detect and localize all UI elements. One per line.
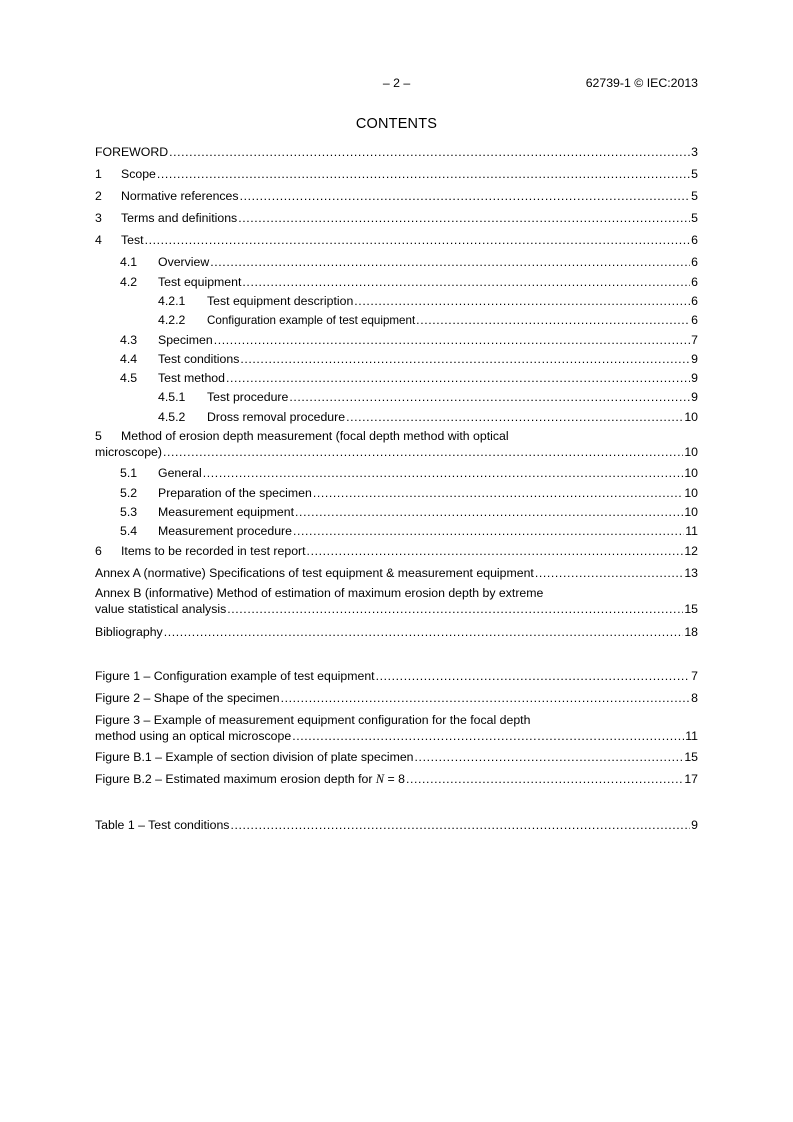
- toc-leader: [307, 544, 684, 559]
- toc-leader: [238, 211, 690, 226]
- toc-label: value statistical analysis: [95, 602, 227, 616]
- toc-number: 4.2: [120, 275, 138, 289]
- toc-page: 10: [684, 445, 698, 459]
- toc-leader: [415, 750, 684, 765]
- figure-label-text: = 8: [384, 772, 405, 786]
- list-of-figures-entry-line1[interactable]: [95, 713, 698, 728]
- list-of-figures-entry[interactable]: [95, 729, 698, 744]
- toc-leader: [354, 294, 690, 309]
- toc-leader: [289, 390, 690, 405]
- toc-label: Bibliography: [95, 625, 163, 639]
- toc-entry-test[interactable]: [95, 233, 698, 248]
- toc-label: Test procedure: [207, 390, 289, 404]
- toc-leader: [292, 729, 684, 744]
- toc-leader: [163, 445, 683, 460]
- figure-page: 11: [685, 729, 698, 743]
- toc-leader: [406, 772, 683, 787]
- list-of-figures-entry[interactable]: [95, 750, 698, 765]
- toc-page: 12: [684, 544, 698, 558]
- toc-page: 9: [691, 352, 698, 366]
- toc-page: 9: [691, 371, 698, 385]
- toc-leader: [230, 818, 690, 833]
- toc-leader: [416, 313, 690, 328]
- toc-leader: [281, 691, 691, 706]
- toc-entry-configuration-example[interactable]: [95, 313, 698, 328]
- toc-page: 6: [691, 233, 698, 247]
- toc-entry-test-procedure[interactable]: [95, 390, 698, 405]
- toc-leader: [214, 333, 690, 348]
- toc-entry-measurement-equipment[interactable]: [95, 505, 698, 520]
- toc-number: 4: [95, 233, 102, 247]
- toc-page: 6: [691, 294, 698, 308]
- toc-page: 6: [691, 275, 698, 289]
- toc-entry-preparation-specimen[interactable]: [95, 486, 698, 501]
- page-number: – 2 –: [382, 76, 411, 90]
- toc-page: 9: [691, 390, 698, 404]
- toc-label: Test conditions: [158, 352, 240, 366]
- toc-number: 5.3: [120, 505, 138, 519]
- toc-number: 4.5: [120, 371, 138, 385]
- toc-number: 4.2.1: [158, 294, 186, 308]
- toc-leader: [313, 486, 684, 501]
- toc-number: 4.1: [120, 255, 138, 269]
- toc-label: Method of erosion depth measurement (focal depth method with optical: [121, 429, 509, 443]
- toc-number: 3: [95, 211, 102, 225]
- toc-label: Test: [121, 233, 144, 247]
- toc-number: 4.4: [120, 352, 138, 366]
- toc-label: Dross removal procedure: [207, 410, 346, 424]
- toc-page: 18: [684, 625, 698, 639]
- toc-number: 2: [95, 189, 102, 203]
- toc-label: General: [158, 466, 202, 480]
- figure-page: 17: [684, 772, 698, 786]
- toc-label: Preparation of the specimen: [158, 486, 312, 500]
- toc-page: 10: [684, 466, 698, 480]
- table-page: 9: [691, 818, 698, 832]
- toc-entry-annex-a[interactable]: [95, 566, 698, 581]
- toc-entry-terms-definitions[interactable]: [95, 211, 698, 226]
- toc-entry-erosion-depth[interactable]: [95, 445, 698, 460]
- toc-page: 10: [684, 505, 698, 519]
- toc-entry-erosion-depth-line1[interactable]: [95, 429, 698, 444]
- toc-entry-annex-b[interactable]: [95, 602, 698, 617]
- toc-page: 10: [684, 410, 698, 424]
- toc-page: 15: [684, 602, 698, 616]
- toc-entry-scope[interactable]: [95, 167, 698, 182]
- toc-label: Measurement equipment: [158, 505, 295, 519]
- toc-number: 5: [95, 429, 102, 443]
- toc-entry-items-recorded[interactable]: [95, 544, 698, 559]
- toc-page: 3: [691, 145, 698, 159]
- toc-label: Scope: [121, 167, 156, 181]
- toc-page: 11: [685, 524, 698, 538]
- toc-label: Configuration example of test equipment: [207, 314, 416, 327]
- figure-label: method using an optical microscope: [95, 729, 292, 743]
- toc-number: 4.2.2: [158, 313, 186, 327]
- toc-label: Specimen: [158, 333, 213, 347]
- page-header: [95, 76, 698, 92]
- toc-label: Test method: [158, 371, 225, 385]
- toc-number: 1: [95, 167, 102, 181]
- toc-leader: [169, 145, 690, 160]
- toc-label: Items to be recorded in test report: [121, 544, 306, 558]
- toc-entry-foreword[interactable]: [95, 145, 698, 160]
- figure-label: Figure 1 – Configuration example of test equipment: [95, 669, 375, 683]
- toc-label: Test equipment description: [207, 294, 354, 308]
- toc-page: 7: [691, 333, 698, 347]
- toc-entry-test-conditions[interactable]: [95, 352, 698, 367]
- figure-label-variable: N: [375, 772, 385, 786]
- figure-page: 7: [691, 669, 698, 683]
- toc-label: FOREWORD: [95, 145, 169, 159]
- toc-number: 4.5.2: [158, 410, 186, 424]
- toc-leader: [227, 602, 683, 617]
- toc-label: Annex B (informative) Method of estimation of maximum erosion depth by extreme: [95, 586, 544, 600]
- toc-leader: [203, 466, 684, 481]
- toc-label: Measurement procedure: [158, 524, 292, 538]
- toc-label: Normative references: [121, 189, 239, 203]
- list-of-figures-entry[interactable]: [95, 669, 698, 684]
- figure-label: Figure 3 – Example of measurement equipment configuration for the focal depth: [95, 713, 531, 727]
- toc-number: 6: [95, 544, 102, 558]
- contents-title: CONTENTS: [355, 116, 438, 132]
- toc-label: Annex A (normative) Specifications of test equipment & measurement equipment: [95, 566, 534, 580]
- toc-leader: [293, 524, 684, 539]
- toc-number: 4.3: [120, 333, 138, 347]
- figure-page: 8: [691, 691, 698, 705]
- toc-number: 4.5.1: [158, 390, 186, 404]
- figure-page: 15: [684, 750, 698, 764]
- toc-number: 5.4: [120, 524, 138, 538]
- toc-leader: [157, 167, 690, 182]
- toc-page: 10: [684, 486, 698, 500]
- toc-label: microscope): [95, 445, 162, 459]
- toc-page: 5: [691, 167, 698, 181]
- toc-label: Test equipment: [158, 275, 242, 289]
- toc-entry-test-equipment[interactable]: [95, 275, 698, 290]
- toc-number: 5.2: [120, 486, 138, 500]
- figure-label: [95, 772, 405, 787]
- toc-leader: [240, 352, 690, 367]
- toc-leader: [295, 505, 683, 520]
- toc-page: 5: [691, 211, 698, 225]
- toc-entry-bibliography[interactable]: [95, 625, 698, 640]
- toc-leader: [164, 625, 684, 640]
- toc-leader: [346, 410, 683, 425]
- toc-label: Terms and definitions: [121, 211, 238, 225]
- toc-page: 5: [691, 189, 698, 203]
- toc-leader: [376, 669, 691, 684]
- toc-page: 6: [691, 313, 698, 327]
- figure-label: Figure B.1 – Example of section division of plate specimen: [95, 750, 414, 764]
- toc-entry-dross-removal[interactable]: [95, 410, 698, 425]
- toc-entry-test-method[interactable]: [95, 371, 698, 386]
- list-of-figures-entry[interactable]: [95, 772, 698, 787]
- toc-leader: [145, 233, 691, 248]
- toc-leader: [535, 566, 683, 581]
- toc-page: 13: [684, 566, 698, 580]
- toc-leader: [226, 371, 690, 386]
- list-of-figures-entry[interactable]: [95, 691, 698, 706]
- toc-leader: [242, 275, 690, 290]
- toc-entry-annex-b-line1[interactable]: [95, 586, 698, 601]
- toc-entry-normative-references[interactable]: [95, 189, 698, 204]
- list-of-tables-entry[interactable]: [95, 818, 698, 833]
- toc-label: Overview: [158, 255, 210, 269]
- toc-number: 5.1: [120, 466, 138, 480]
- toc-entry-specimen[interactable]: [95, 333, 698, 348]
- toc-entry-test-equipment-description[interactable]: [95, 294, 698, 309]
- figure-label-text: Figure B.2 – Estimated maximum erosion depth for: [95, 772, 376, 786]
- table-label: Table 1 – Test conditions: [95, 818, 230, 832]
- toc-entry-measurement-procedure[interactable]: [95, 524, 698, 539]
- toc-page: 6: [691, 255, 698, 269]
- document-id: 62739-1 © IEC:2013: [585, 76, 698, 90]
- toc-leader: [240, 189, 691, 204]
- figure-label: Figure 2 – Shape of the specimen: [95, 691, 280, 705]
- toc-leader: [210, 255, 690, 270]
- toc-entry-overview[interactable]: [95, 255, 698, 270]
- toc-entry-general[interactable]: [95, 466, 698, 481]
